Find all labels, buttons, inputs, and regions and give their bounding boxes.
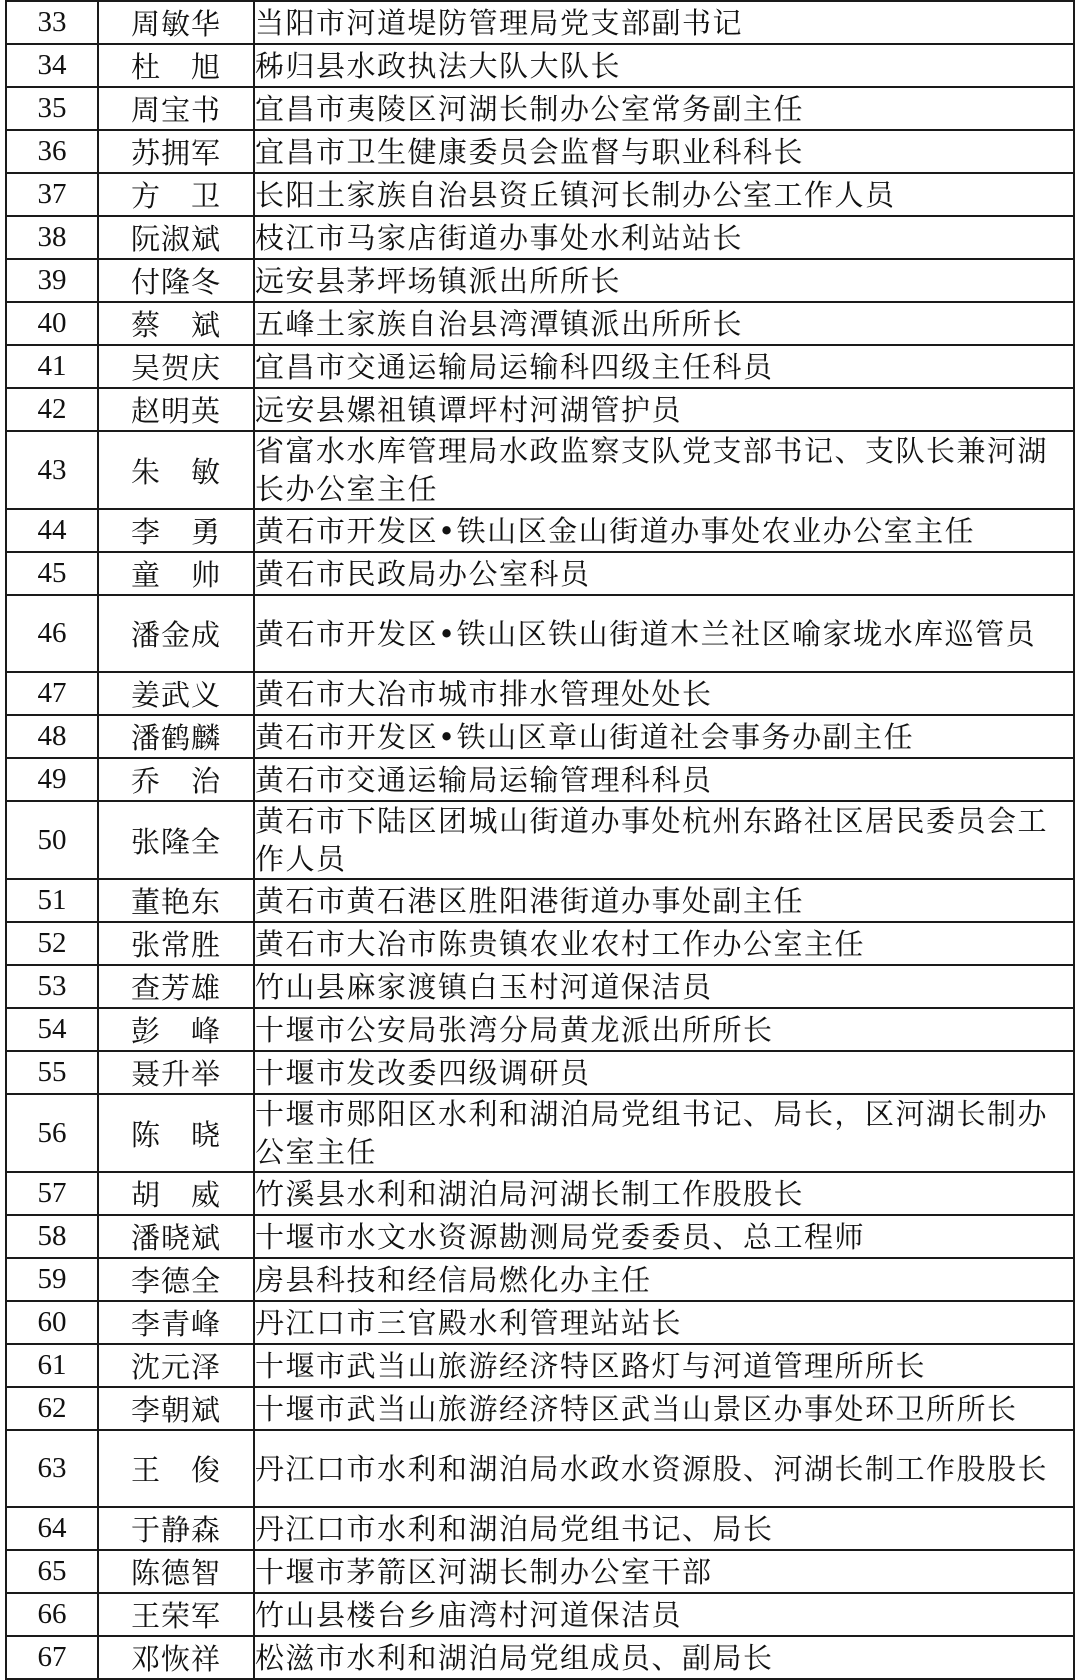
job-title-cell: 长阳土家族自治县资丘镇河长制办公室工作人员 — [254, 173, 1074, 216]
row-number-cell: 35 — [6, 87, 98, 130]
person-name-cell: 周宝书 — [98, 87, 254, 130]
job-title-cell: 黄石市黄石港区胜阳港街道办事处副主任 — [254, 879, 1074, 922]
person-name-cell: 潘金成 — [98, 595, 254, 672]
row-number-cell: 36 — [6, 130, 98, 173]
row-number-cell: 65 — [6, 1550, 98, 1593]
row-number-cell: 52 — [6, 922, 98, 965]
table-row — [6, 1301, 1074, 1344]
job-title-cell: 黄石市交通运输局运输管理科科员 — [254, 758, 1074, 801]
row-number-cell: 66 — [6, 1593, 98, 1636]
job-title-cell: 秭归县水政执法大队大队长 — [254, 44, 1074, 87]
table-row — [6, 388, 1074, 431]
job-title-cell: 枝江市马家店街道办事处水利站站长 — [254, 216, 1074, 259]
person-name-cell: 杜 旭 — [98, 44, 254, 87]
roster-sheet — [5, 0, 1073, 1680]
job-title-cell: 黄石市大冶市城市排水管理处处长 — [254, 672, 1074, 715]
table-row — [6, 259, 1074, 302]
job-title-cell: 房县科技和经信局燃化办主任 — [254, 1258, 1074, 1301]
person-name-cell: 查芳雄 — [98, 965, 254, 1008]
table-row — [6, 1051, 1074, 1094]
row-number-cell: 50 — [6, 801, 98, 879]
person-name-cell: 蔡 斌 — [98, 302, 254, 345]
job-title-cell: 远安县茅坪场镇派出所所长 — [254, 259, 1074, 302]
row-number-cell: 57 — [6, 1172, 98, 1215]
person-name-cell: 董艳东 — [98, 879, 254, 922]
row-number-cell: 43 — [6, 431, 98, 509]
person-name-cell: 沈元泽 — [98, 1344, 254, 1387]
person-name-cell: 李朝斌 — [98, 1387, 254, 1430]
row-number-cell: 56 — [6, 1094, 98, 1172]
person-name-cell: 邓恢祥 — [98, 1636, 254, 1679]
job-title-cell: 省富水水库管理局水政监察支队党支部书记、支队长兼河湖长办公室主任 — [254, 431, 1074, 509]
person-name-cell: 付隆冬 — [98, 259, 254, 302]
person-name-cell: 于静森 — [98, 1507, 254, 1550]
roster-table-body — [6, 1, 1074, 1679]
table-row — [6, 345, 1074, 388]
job-title-cell: 黄石市民政局办公室科员 — [254, 552, 1074, 595]
row-number-cell: 47 — [6, 672, 98, 715]
table-row — [6, 173, 1074, 216]
person-name-cell: 张隆全 — [98, 801, 254, 879]
person-name-cell: 阮淑斌 — [98, 216, 254, 259]
row-number-cell: 58 — [6, 1215, 98, 1258]
table-row — [6, 216, 1074, 259]
job-title-cell: 宜昌市卫生健康委员会监督与职业科科长 — [254, 130, 1074, 173]
row-number-cell: 39 — [6, 259, 98, 302]
table-row — [6, 87, 1074, 130]
job-title-cell: 黄石市下陆区团城山街道办事处杭州东路社区居民委员会工作人员 — [254, 801, 1074, 879]
job-title-cell: 松滋市水利和湖泊局党组成员、副局长 — [254, 1636, 1074, 1679]
job-title-cell: 宜昌市交通运输局运输科四级主任科员 — [254, 345, 1074, 388]
row-number-cell: 60 — [6, 1301, 98, 1344]
person-name-cell: 张常胜 — [98, 922, 254, 965]
row-number-cell: 51 — [6, 879, 98, 922]
person-name-cell: 胡 威 — [98, 1172, 254, 1215]
table-row — [6, 431, 1074, 509]
job-title-cell: 十堰市公安局张湾分局黄龙派出所所长 — [254, 1008, 1074, 1051]
job-title-cell: 丹江口市水利和湖泊局党组书记、局长 — [254, 1507, 1074, 1550]
table-row — [6, 922, 1074, 965]
table-row — [6, 1344, 1074, 1387]
row-number-cell: 38 — [6, 216, 98, 259]
row-number-cell: 42 — [6, 388, 98, 431]
table-row — [6, 1094, 1074, 1172]
table-row — [6, 44, 1074, 87]
roster-table — [5, 0, 1075, 1680]
table-row — [6, 595, 1074, 672]
job-title-cell: 竹山县楼台乡庙湾村河道保洁员 — [254, 1593, 1074, 1636]
job-title-cell: 十堰市武当山旅游经济特区路灯与河道管理所所长 — [254, 1344, 1074, 1387]
table-row — [6, 1593, 1074, 1636]
table-row — [6, 1550, 1074, 1593]
row-number-cell: 48 — [6, 715, 98, 758]
person-name-cell: 聂升举 — [98, 1051, 254, 1094]
person-name-cell: 方 卫 — [98, 173, 254, 216]
person-name-cell: 苏拥军 — [98, 130, 254, 173]
row-number-cell: 63 — [6, 1430, 98, 1507]
row-number-cell: 46 — [6, 595, 98, 672]
table-row — [6, 552, 1074, 595]
row-number-cell: 53 — [6, 965, 98, 1008]
row-number-cell: 54 — [6, 1008, 98, 1051]
job-title-cell: 丹江口市水利和湖泊局水政水资源股、河湖长制工作股股长 — [254, 1430, 1074, 1507]
row-number-cell: 33 — [6, 1, 98, 44]
person-name-cell: 陈 晓 — [98, 1094, 254, 1172]
person-name-cell: 王 俊 — [98, 1430, 254, 1507]
person-name-cell: 姜武义 — [98, 672, 254, 715]
table-row — [6, 1, 1074, 44]
person-name-cell: 潘鹤麟 — [98, 715, 254, 758]
row-number-cell: 40 — [6, 302, 98, 345]
row-number-cell: 37 — [6, 173, 98, 216]
job-title-cell: 宜昌市夷陵区河湖长制办公室常务副主任 — [254, 87, 1074, 130]
person-name-cell: 吴贺庆 — [98, 345, 254, 388]
table-row — [6, 965, 1074, 1008]
table-row — [6, 1430, 1074, 1507]
person-name-cell: 陈德智 — [98, 1550, 254, 1593]
table-row — [6, 672, 1074, 715]
person-name-cell: 潘晓斌 — [98, 1215, 254, 1258]
table-row — [6, 801, 1074, 879]
table-row — [6, 758, 1074, 801]
job-title-cell: 黄石市开发区•铁山区章山街道社会事务办副主任 — [254, 715, 1074, 758]
job-title-cell: 丹江口市三官殿水利管理站站长 — [254, 1301, 1074, 1344]
person-name-cell: 赵明英 — [98, 388, 254, 431]
table-row — [6, 1636, 1074, 1679]
table-row — [6, 1507, 1074, 1550]
row-number-cell: 41 — [6, 345, 98, 388]
person-name-cell: 李德全 — [98, 1258, 254, 1301]
job-title-cell: 远安县嫘祖镇谭坪村河湖管护员 — [254, 388, 1074, 431]
table-row — [6, 130, 1074, 173]
job-title-cell: 竹山县麻家渡镇白玉村河道保洁员 — [254, 965, 1074, 1008]
job-title-cell: 黄石市开发区•铁山区铁山街道木兰社区喻家垅水库巡管员 — [254, 595, 1074, 672]
row-number-cell: 45 — [6, 552, 98, 595]
job-title-cell: 黄石市大冶市陈贵镇农业农村工作办公室主任 — [254, 922, 1074, 965]
job-title-cell: 十堰市发改委四级调研员 — [254, 1051, 1074, 1094]
person-name-cell: 王荣军 — [98, 1593, 254, 1636]
table-row — [6, 1215, 1074, 1258]
row-number-cell: 34 — [6, 44, 98, 87]
person-name-cell: 朱 敏 — [98, 431, 254, 509]
row-number-cell: 55 — [6, 1051, 98, 1094]
table-row — [6, 1258, 1074, 1301]
job-title-cell: 十堰市武当山旅游经济特区武当山景区办事处环卫所所长 — [254, 1387, 1074, 1430]
row-number-cell: 59 — [6, 1258, 98, 1301]
row-number-cell: 44 — [6, 509, 98, 552]
table-row — [6, 1008, 1074, 1051]
job-title-cell: 十堰市水文水资源勘测局党委委员、总工程师 — [254, 1215, 1074, 1258]
table-row — [6, 879, 1074, 922]
row-number-cell: 61 — [6, 1344, 98, 1387]
person-name-cell: 童 帅 — [98, 552, 254, 595]
job-title-cell: 黄石市开发区•铁山区金山街道办事处农业办公室主任 — [254, 509, 1074, 552]
person-name-cell: 彭 峰 — [98, 1008, 254, 1051]
job-title-cell: 十堰市郧阳区水利和湖泊局党组书记、局长，区河湖长制办公室主任 — [254, 1094, 1074, 1172]
table-row — [6, 302, 1074, 345]
job-title-cell: 当阳市河道堤防管理局党支部副书记 — [254, 1, 1074, 44]
job-title-cell: 五峰土家族自治县湾潭镇派出所所长 — [254, 302, 1074, 345]
job-title-cell: 竹溪县水利和湖泊局河湖长制工作股股长 — [254, 1172, 1074, 1215]
table-row — [6, 509, 1074, 552]
job-title-cell: 十堰市茅箭区河湖长制办公室干部 — [254, 1550, 1074, 1593]
row-number-cell: 49 — [6, 758, 98, 801]
person-name-cell: 李 勇 — [98, 509, 254, 552]
table-row — [6, 715, 1074, 758]
person-name-cell: 周敏华 — [98, 1, 254, 44]
row-number-cell: 67 — [6, 1636, 98, 1679]
table-row — [6, 1387, 1074, 1430]
row-number-cell: 64 — [6, 1507, 98, 1550]
person-name-cell: 乔 治 — [98, 758, 254, 801]
row-number-cell: 62 — [6, 1387, 98, 1430]
person-name-cell: 李青峰 — [98, 1301, 254, 1344]
table-row — [6, 1172, 1074, 1215]
